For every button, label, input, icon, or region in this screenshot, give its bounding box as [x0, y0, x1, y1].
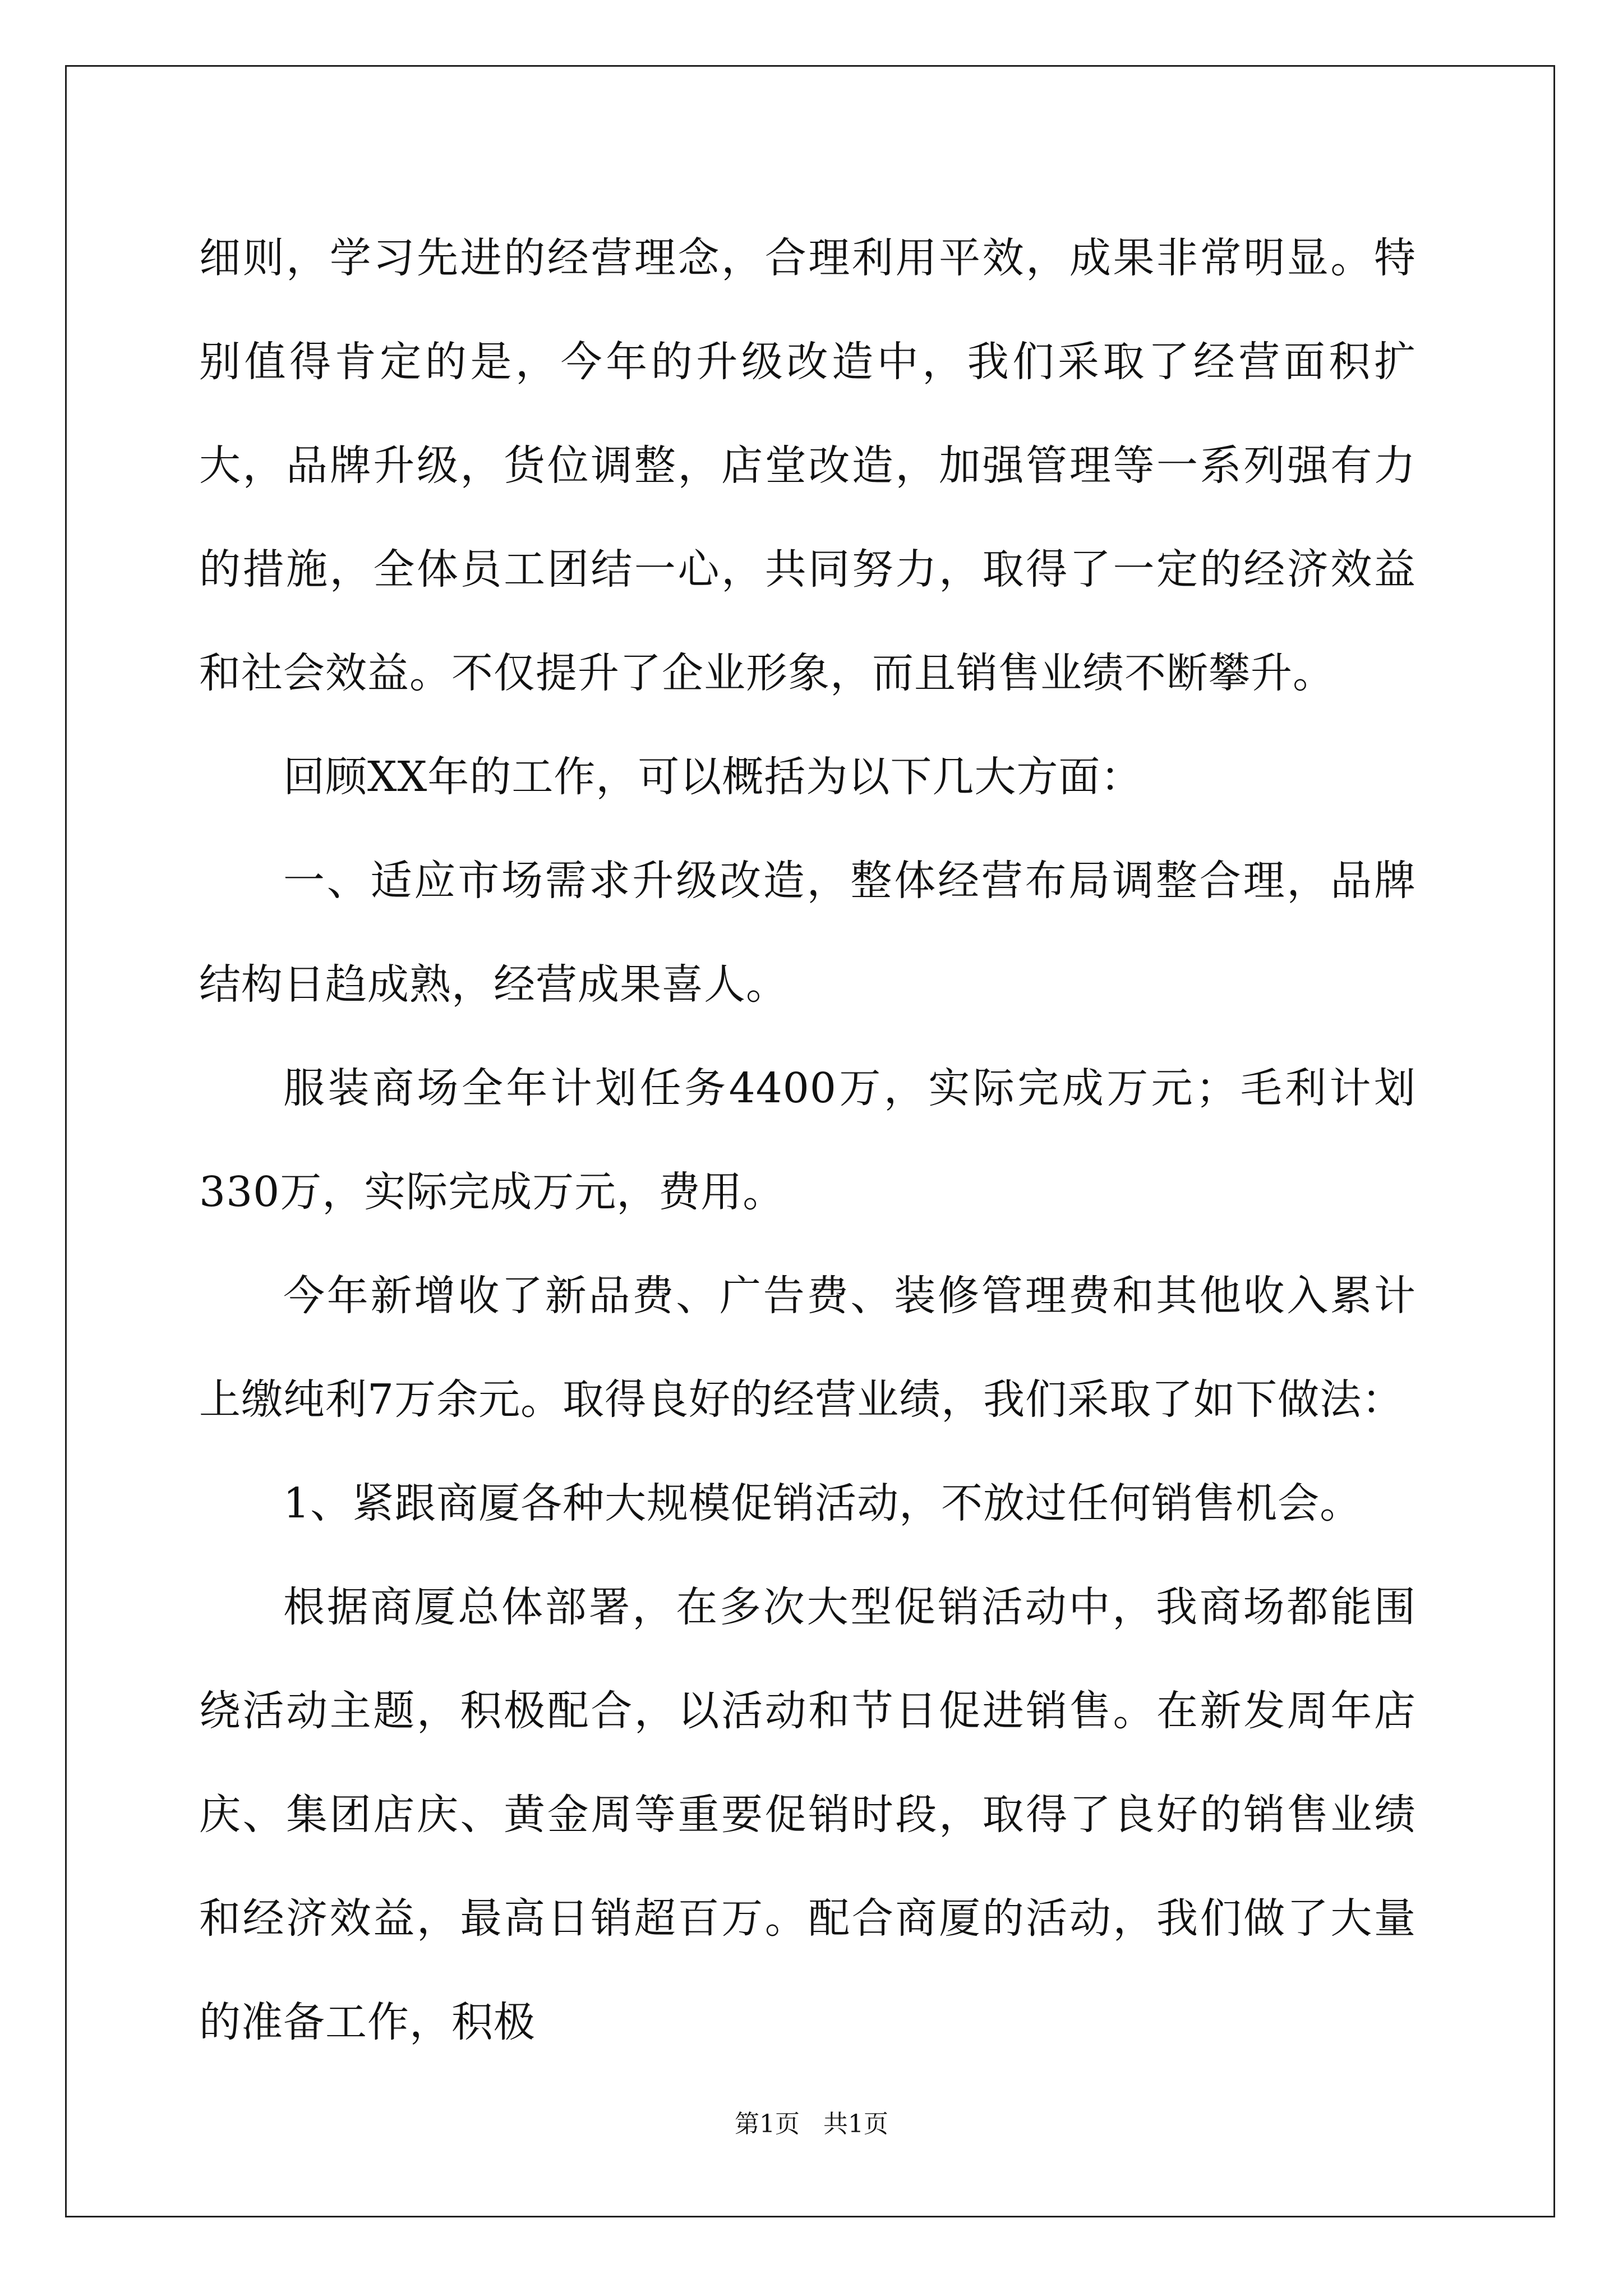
paragraph-3: 一、适应市场需求升级改造，整体经营布局调整合理，品牌结构日趋成熟，经营成果喜人。 [199, 857, 1416, 1009]
paragraph-2: 回顾XX年的工作，可以概括为以下几大方面： [283, 753, 1143, 801]
paragraph-7: 根据商厦总体部署，在多次大型促销活动中，我商场都能围绕活动主题，积极配合，以活动和节日促进销售。在新发周年店庆、集团店庆、黄金周等重要促销时段，取得了良好的销售业绩和经济效益，最高日销超百万。配合商厦的活动，我们做了大量的准备工作，积极 [199, 1583, 1416, 2046]
paragraph-4: 服装商场全年计划任务4400万，实际完成万元；毛利计划330万，实际完成万元，费用。 [199, 1064, 1416, 1216]
page-total: 共1页 [823, 2110, 888, 2138]
paragraph-6: 1、紧跟商厦各种大规模促销活动，不放过任何销售机会。 [283, 1479, 1362, 1527]
document-body [199, 206, 1416, 2074]
paragraph-5: 今年新增收了新品费、广告费、装修管理费和其他收入累计上缴纯利7万余元。取得良好的经营业绩，我们采取了如下做法： [199, 1272, 1416, 1424]
page-footer [0, 2104, 1623, 2139]
paragraph-1: 细则，学习先进的经营理念，合理利用平效，成果非常明显。特别值得肯定的是，今年的升级改造中，我们采取了经营面积扩大，品牌升级，货位调整，店堂改造，加强管理等一系列强有力的措施，全体员工团结一心，共同努力，取得了一定的经济效益和社会效益。不仅提升了企业形象，而且销售业绩不断攀升。 [199, 234, 1416, 697]
page-number: 第1页 [735, 2110, 800, 2138]
